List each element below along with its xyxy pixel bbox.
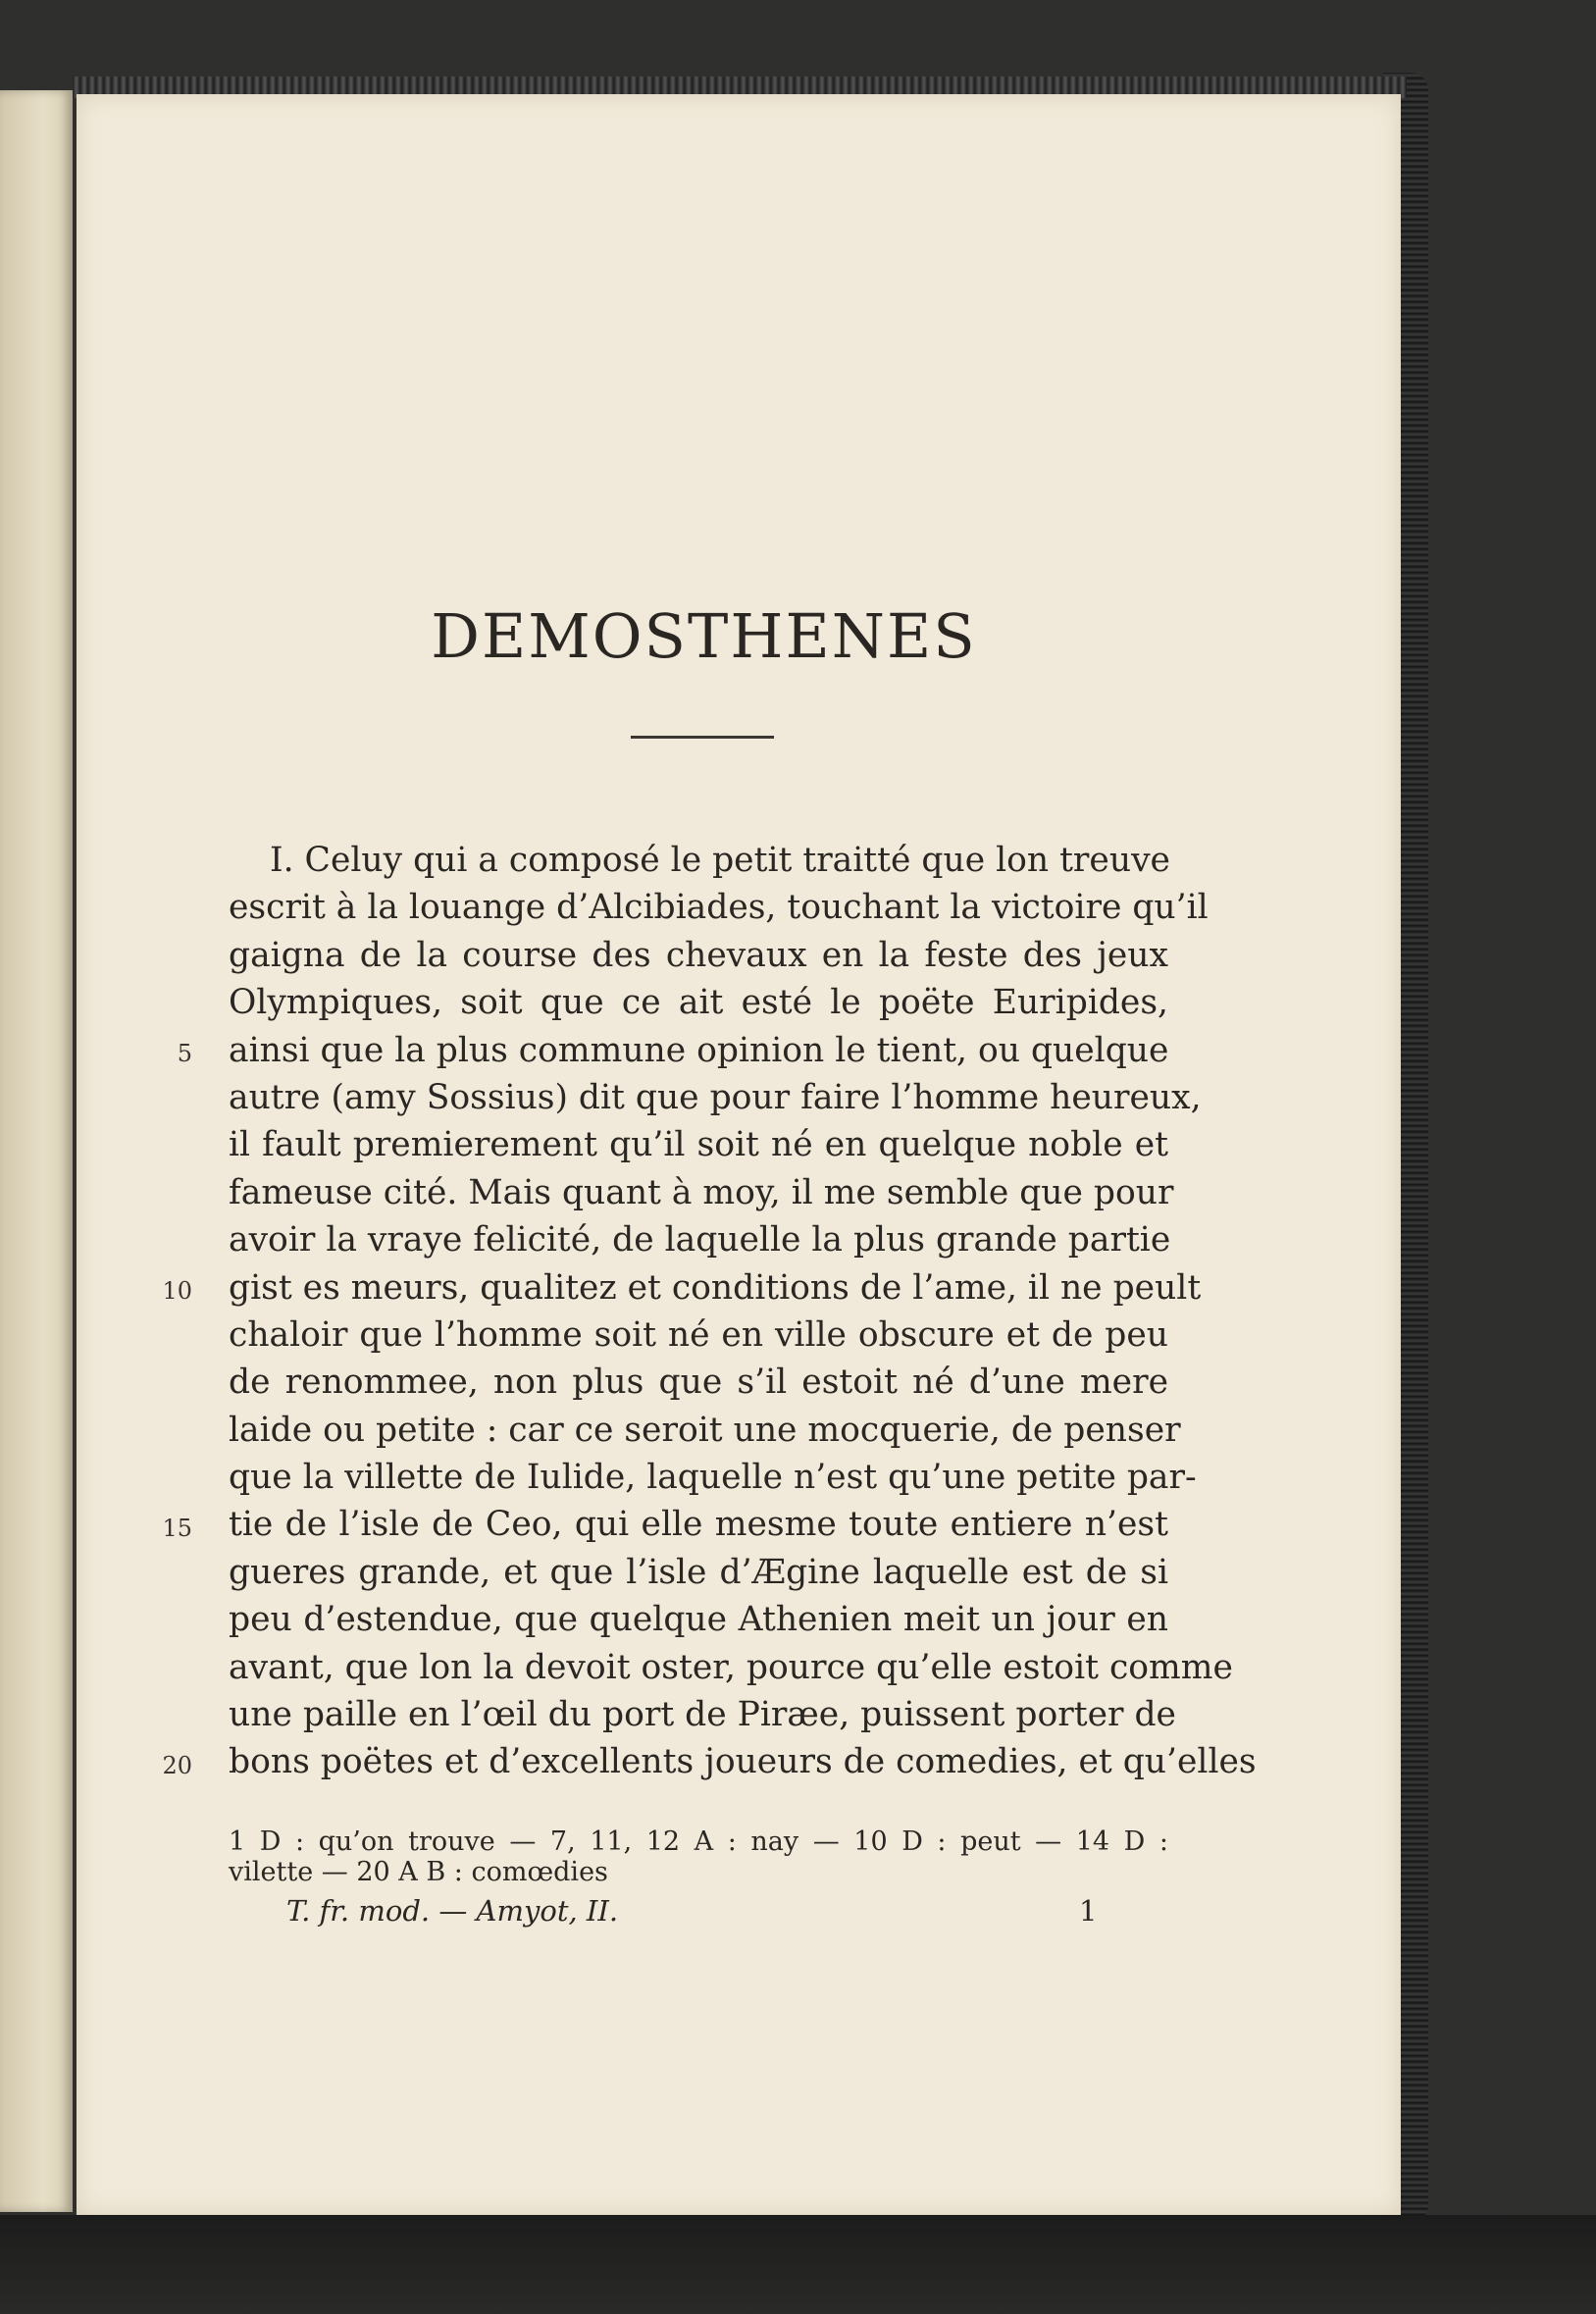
body-line: il fault premierement qu’il soit né en quelque noble et — [229, 1125, 1168, 1165]
margin-line-number: 5 — [177, 1039, 192, 1067]
body-line: gist es meurs, qualitez et conditions de l’ame, il ne peult — [229, 1267, 1202, 1308]
footnote-line: 1 D : qu’on trouve — 7, 11, 12 A : nay — 10 D : peut — 14 D : — [229, 1826, 1168, 1857]
body-line: ainsi que la plus commune opinion le tient, ou quelque — [229, 1030, 1169, 1070]
body-line: bons poëtes et d’excellents joueurs de comedies, et qu’elles — [229, 1742, 1257, 1782]
body-line: avoir la vraye felicité, de laquelle la plus grande partie — [229, 1220, 1171, 1260]
body-line: chaloir que l’homme soit né en ville obscure et de peu — [229, 1314, 1168, 1355]
body-line: laide ou petite : car ce seroit une mocquerie, de penser — [229, 1410, 1181, 1450]
title-rule — [631, 736, 774, 739]
body-text — [229, 837, 1257, 1786]
body-line: que la villette de Iulide, laquelle n’est qu’une petite par- — [229, 1458, 1197, 1498]
margin-line-number: 20 — [162, 1751, 192, 1779]
previous-page-edge — [0, 90, 73, 2212]
body-line: tie de l’isle de Ceo, qui elle mesme toute entiere n’est — [229, 1505, 1168, 1545]
signature-mark: T. fr. mod. — Amyot, II. — [286, 1894, 619, 1928]
body-line: gaigna de la course des chevaux en la feste des jeux — [229, 935, 1168, 975]
body-line: de renommee, non plus que s’il estoit né d’une mere — [229, 1363, 1168, 1403]
body-line: peu d’estendue, que quelque Athenien meit un jour en — [229, 1600, 1168, 1640]
chapter-title: DEMOSTHENES — [431, 600, 977, 672]
body-line: I. Celuy qui a composé le petit traitté que lon treuve — [270, 841, 1170, 880]
margin-line-number: 10 — [162, 1276, 192, 1305]
footnote-line: vilette — 20 A B : comœdies — [229, 1857, 608, 1887]
footnotes — [229, 1826, 1168, 1887]
book-bottom-edge — [0, 2215, 1596, 2314]
body-line: une paille en l’œil du port de Piræe, puissent porter de — [229, 1695, 1176, 1735]
margin-line-number: 15 — [162, 1514, 192, 1542]
body-line: gueres grande, et que l’isle d’Ægine laquelle est de si — [229, 1552, 1168, 1592]
body-line: escrit à la louange d’Alcibiades, touchant la victoire qu’il — [229, 888, 1209, 928]
body-line: fameuse cité. Mais quant à moy, il me semble que pour — [229, 1172, 1174, 1212]
sheet-number: 1 — [1079, 1894, 1098, 1928]
body-line: autre (amy Sossius) dit que pour faire l’homme heureux, — [229, 1077, 1202, 1117]
body-line: avant, que lon la devoit oster, pource qu’elle estoit comme — [229, 1647, 1233, 1687]
body-line: Olympiques, soit que ce ait esté le poëte Euripides, — [229, 983, 1168, 1023]
